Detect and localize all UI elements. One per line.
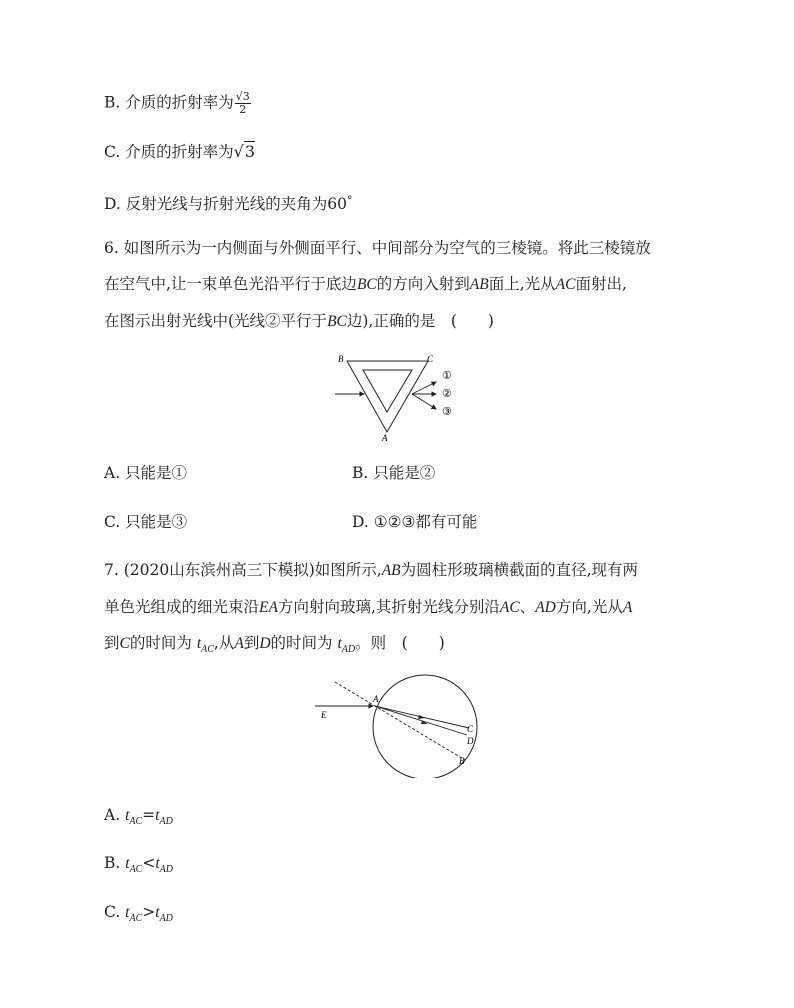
q6-option-d: D. ①②③都有可能 xyxy=(352,513,478,531)
point-c: C xyxy=(467,724,474,734)
q5-option-d: D. 反射光线与折射光线的夹角为60° xyxy=(104,194,353,213)
q6-prism-figure xyxy=(330,352,470,444)
q7-stem-line1: 7. (2020山东滨州高三下模拟)如图所示,AB为圆柱形玻璃横截面的直径,现有两 xyxy=(104,561,639,579)
q7-stem-line3: 到C的时间为 $t_{AC}$,从A到D的时间为 $t_{AD}$。则 ( ) xyxy=(104,634,445,655)
q6-option-b: B. 只能是② xyxy=(352,464,436,482)
fraction-sqrt3-over-2: $\frac{√3}{2}$ xyxy=(235,90,250,116)
ray-label-3: ③ xyxy=(442,406,452,418)
exit-ray-3 xyxy=(412,394,436,409)
inner-air-triangle xyxy=(363,370,412,412)
vertex-a: A xyxy=(382,433,388,443)
q5-option-b xyxy=(104,91,251,116)
point-e: E xyxy=(321,710,327,720)
q6-option-a: A. 只能是① xyxy=(104,464,188,482)
ray-label-2: ② xyxy=(442,388,452,400)
q6-option-c: C. 只能是③ xyxy=(104,513,188,531)
q6-stem-line2: 在空气中,让一束单色光沿平行于底边BC的方向入射到AB面上,光从AC面射出, xyxy=(104,275,627,293)
q7-option-c: C. $t_{AC}>t_{AD}$ xyxy=(104,903,173,924)
ray-label-1: ① xyxy=(442,370,452,382)
point-a: A xyxy=(373,694,379,704)
q7-option-b: B. $t_{AC}<t_{AD}$ xyxy=(104,854,173,875)
q5-option-c-text: C. 介质的折射率为 xyxy=(104,143,234,161)
vertex-c: C xyxy=(427,354,434,364)
vertex-b: B xyxy=(338,354,344,364)
q5-option-d-text: D. 反射光线与折射光线的夹角为 xyxy=(104,195,328,213)
refracted-ray-ad xyxy=(375,706,467,735)
exit-ray-1 xyxy=(412,382,436,394)
q5-option-b-text: B. 介质的折射率为 xyxy=(104,93,234,112)
q7-stem-line2: 单色光组成的细光束沿EA方向射向玻璃,其折射光线分别沿AC、AD方向,光从A xyxy=(104,598,633,616)
q6-stem-line3: 在图示出射光线中(光线②平行于BC边),正确的是 ( ) xyxy=(104,312,494,330)
q5-option-c xyxy=(104,141,255,163)
diameter-ab-dashed xyxy=(335,682,465,760)
sqrt-3: √3 xyxy=(233,142,256,161)
q7-cylinder-figure xyxy=(315,672,485,778)
q6-stem-line1: 6. 如图所示为一内侧面与外侧面平行、中间部分为空气的三棱镜。将此三棱镜放 xyxy=(104,239,651,257)
point-b: B xyxy=(459,756,465,766)
point-d: D xyxy=(467,736,474,746)
q7-option-a: A. $t_{AC}=t_{AD}$ xyxy=(104,806,173,827)
